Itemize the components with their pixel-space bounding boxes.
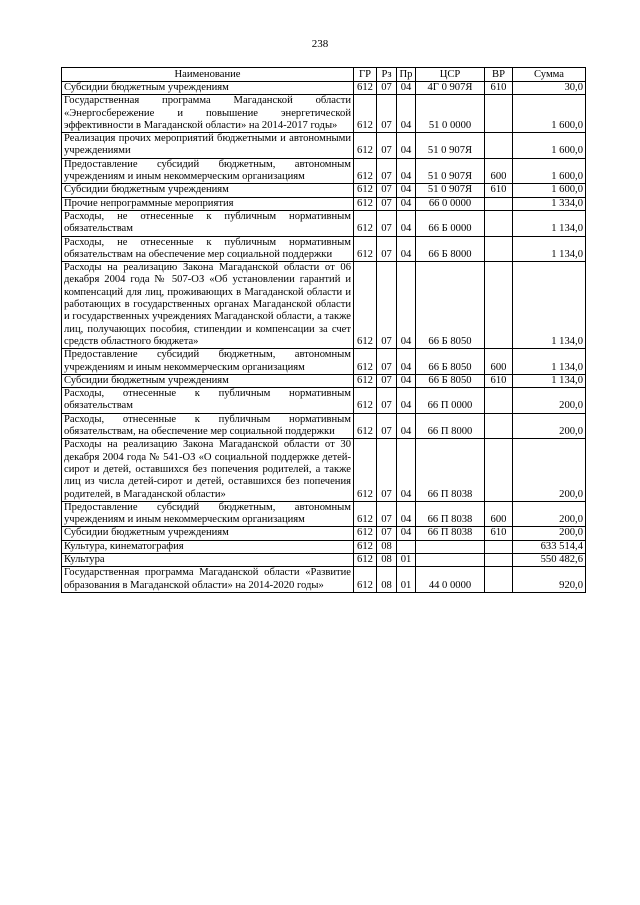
- cell-gr: 612: [354, 527, 377, 540]
- cell-csr: 66 Б 8050: [416, 262, 485, 349]
- table-header-row: [62, 68, 586, 82]
- cell-gr: 612: [354, 374, 377, 387]
- budget-table: [61, 67, 586, 593]
- table-row: [62, 197, 586, 210]
- cell-gr: 612: [354, 236, 377, 262]
- cell-vr: 610: [485, 184, 513, 197]
- cell-name: Расходы, не отнесенные к публичным нормативным обязательствам: [62, 210, 354, 236]
- cell-name: Субсидии бюджетным учреждениям: [62, 374, 354, 387]
- table-row: [62, 349, 586, 375]
- cell-rz: 07: [377, 262, 397, 349]
- cell-vr: [485, 567, 513, 593]
- cell-name: Расходы, отнесенные к публичным нормативным обязательствам: [62, 388, 354, 414]
- cell-name: Культура, кинематография: [62, 540, 354, 553]
- cell-rz: 08: [377, 553, 397, 566]
- cell-csr: 66 Б 8050: [416, 374, 485, 387]
- column-header-pr: Пр: [397, 68, 416, 82]
- cell-csr: 51 0 907Я: [416, 133, 485, 159]
- cell-vr: [485, 553, 513, 566]
- cell-csr: 66 П 0000: [416, 388, 485, 414]
- cell-name: Субсидии бюджетным учреждениям: [62, 82, 354, 95]
- cell-pr: 04: [397, 262, 416, 349]
- cell-vr: 600: [485, 501, 513, 527]
- cell-sum: 633 514,4: [513, 540, 586, 553]
- table-row: [62, 262, 586, 349]
- cell-pr: 01: [397, 553, 416, 566]
- cell-rz: 07: [377, 184, 397, 197]
- cell-sum: 1 600,0: [513, 133, 586, 159]
- cell-vr: [485, 413, 513, 439]
- cell-vr: 600: [485, 158, 513, 184]
- cell-vr: [485, 133, 513, 159]
- cell-gr: 612: [354, 567, 377, 593]
- cell-csr: 51 0 907Я: [416, 158, 485, 184]
- cell-sum: 30,0: [513, 82, 586, 95]
- cell-rz: 07: [377, 388, 397, 414]
- table-row: [62, 439, 586, 501]
- cell-name: Расходы, отнесенные к публичным нормативным обязательствам, на обеспечение мер социальной поддержки: [62, 413, 354, 439]
- cell-name: Расходы, не отнесенные к публичным нормативным обязательствам на обеспечение мер социальной поддержки: [62, 236, 354, 262]
- cell-gr: 612: [354, 388, 377, 414]
- cell-name: Расходы на реализацию Закона Магаданской области от 30 декабря 2004 года № 541-ОЗ «О социальной поддержке детей-сирот и детей, оставшихся без попечения родителей, а также лиц из числа детей-сирот и детей, оставшихся без попечения родителей, в Магаданской области»: [62, 439, 354, 501]
- cell-vr: 610: [485, 527, 513, 540]
- cell-pr: 04: [397, 439, 416, 501]
- table-row: [62, 133, 586, 159]
- table-row: [62, 374, 586, 387]
- cell-rz: 07: [377, 527, 397, 540]
- cell-sum: 200,0: [513, 413, 586, 439]
- table-row: [62, 184, 586, 197]
- cell-sum: 1 134,0: [513, 210, 586, 236]
- cell-csr: 66 Б 0000: [416, 210, 485, 236]
- cell-sum: 1 600,0: [513, 95, 586, 133]
- cell-vr: 610: [485, 374, 513, 387]
- cell-sum: 1 600,0: [513, 158, 586, 184]
- cell-gr: 612: [354, 82, 377, 95]
- table-row: [62, 567, 586, 593]
- cell-gr: 612: [354, 133, 377, 159]
- cell-rz: 07: [377, 82, 397, 95]
- cell-vr: [485, 262, 513, 349]
- cell-sum: 1 134,0: [513, 349, 586, 375]
- table-row: [62, 210, 586, 236]
- cell-csr: 66 П 8038: [416, 439, 485, 501]
- table-row: [62, 95, 586, 133]
- cell-vr: [485, 210, 513, 236]
- cell-sum: 1 134,0: [513, 374, 586, 387]
- column-header-csr: ЦСР: [416, 68, 485, 82]
- cell-vr: [485, 439, 513, 501]
- cell-rz: 07: [377, 158, 397, 184]
- cell-csr: 44 0 0000: [416, 567, 485, 593]
- cell-gr: 612: [354, 158, 377, 184]
- table-row: [62, 413, 586, 439]
- cell-sum: 200,0: [513, 439, 586, 501]
- cell-name: Государственная программа Магаданской области «Энергосбережение и повышение энергетической эффективности в Магаданской области» на 2014-2017 годы»: [62, 95, 354, 133]
- cell-name: Прочие непрограммные мероприятия: [62, 197, 354, 210]
- cell-rz: 07: [377, 349, 397, 375]
- cell-pr: 01: [397, 567, 416, 593]
- cell-name: Предоставление субсидий бюджетным, автономным учреждениям и иным некоммерческим организациям: [62, 158, 354, 184]
- cell-csr: 66 П 8038: [416, 527, 485, 540]
- cell-csr: 51 0 0000: [416, 95, 485, 133]
- table-row: [62, 388, 586, 414]
- table-row: [62, 82, 586, 95]
- cell-csr: 66 П 8038: [416, 501, 485, 527]
- cell-gr: 612: [354, 262, 377, 349]
- cell-rz: 07: [377, 133, 397, 159]
- cell-vr: [485, 540, 513, 553]
- cell-sum: 920,0: [513, 567, 586, 593]
- cell-vr: [485, 388, 513, 414]
- cell-vr: [485, 197, 513, 210]
- cell-csr: 4Г 0 907Я: [416, 82, 485, 95]
- table-row: [62, 540, 586, 553]
- cell-name: Государственная программа Магаданской области «Развитие образования в Магаданской области» на 2014-2020 годы»: [62, 567, 354, 593]
- cell-sum: 200,0: [513, 527, 586, 540]
- table-row: [62, 527, 586, 540]
- cell-rz: 07: [377, 439, 397, 501]
- cell-sum: 1 134,0: [513, 262, 586, 349]
- cell-sum: 1 600,0: [513, 184, 586, 197]
- column-header-name: Наименование: [62, 68, 354, 82]
- cell-pr: 04: [397, 82, 416, 95]
- cell-name: Субсидии бюджетным учреждениям: [62, 527, 354, 540]
- table-row: [62, 553, 586, 566]
- column-header-vr: ВР: [485, 68, 513, 82]
- cell-gr: 612: [354, 553, 377, 566]
- cell-rz: 07: [377, 197, 397, 210]
- cell-name: Реализация прочих мероприятий бюджетными и автономными учреждениями: [62, 133, 354, 159]
- cell-gr: 612: [354, 95, 377, 133]
- cell-rz: 08: [377, 540, 397, 553]
- cell-vr: [485, 236, 513, 262]
- cell-pr: 04: [397, 527, 416, 540]
- cell-pr: 04: [397, 95, 416, 133]
- cell-pr: 04: [397, 501, 416, 527]
- cell-rz: 07: [377, 95, 397, 133]
- cell-name: Расходы на реализацию Закона Магаданской области от 06 декабря 2004 года № 507-ОЗ «Об установлении гарантий и компенсаций для лиц, проживающих в Магаданской области и работающих в государственных органах Магаданской области и государственных учреждениях Магаданской области, а также лиц, получающих пособия, стипендии и компенсации за счет средств областного бюджета»: [62, 262, 354, 349]
- column-header-sum: Сумма: [513, 68, 586, 82]
- cell-pr: 04: [397, 374, 416, 387]
- cell-name: Субсидии бюджетным учреждениям: [62, 184, 354, 197]
- cell-name: Предоставление субсидий бюджетным, автономным учреждениям и иным некоммерческим организациям: [62, 349, 354, 375]
- cell-csr: [416, 553, 485, 566]
- cell-gr: 612: [354, 501, 377, 527]
- cell-pr: [397, 540, 416, 553]
- cell-rz: 07: [377, 501, 397, 527]
- page-number: 238: [311, 38, 329, 50]
- cell-pr: 04: [397, 236, 416, 262]
- cell-pr: 04: [397, 133, 416, 159]
- cell-pr: 04: [397, 197, 416, 210]
- table-row: [62, 236, 586, 262]
- cell-vr: 600: [485, 349, 513, 375]
- cell-pr: 04: [397, 184, 416, 197]
- cell-gr: 612: [354, 210, 377, 236]
- cell-name: Предоставление субсидий бюджетным, автономным учреждениям и иным некоммерческим организациям: [62, 501, 354, 527]
- cell-csr: [416, 540, 485, 553]
- cell-csr: 66 Б 8050: [416, 349, 485, 375]
- column-header-rz: Рз: [377, 68, 397, 82]
- cell-sum: 200,0: [513, 501, 586, 527]
- cell-csr: 51 0 907Я: [416, 184, 485, 197]
- cell-pr: 04: [397, 210, 416, 236]
- cell-gr: 612: [354, 540, 377, 553]
- cell-csr: 66 П 8000: [416, 413, 485, 439]
- column-header-gr: ГР: [354, 68, 377, 82]
- cell-pr: 04: [397, 413, 416, 439]
- cell-rz: 07: [377, 374, 397, 387]
- cell-gr: 612: [354, 184, 377, 197]
- cell-pr: 04: [397, 388, 416, 414]
- cell-gr: 612: [354, 413, 377, 439]
- cell-pr: 04: [397, 158, 416, 184]
- cell-sum: 1 334,0: [513, 197, 586, 210]
- table-row: [62, 158, 586, 184]
- cell-sum: 200,0: [513, 388, 586, 414]
- cell-gr: 612: [354, 197, 377, 210]
- cell-rz: 07: [377, 413, 397, 439]
- cell-pr: 04: [397, 349, 416, 375]
- cell-csr: 66 Б 8000: [416, 236, 485, 262]
- cell-sum: 550 482,6: [513, 553, 586, 566]
- cell-vr: [485, 95, 513, 133]
- cell-sum: 1 134,0: [513, 236, 586, 262]
- cell-csr: 66 0 0000: [416, 197, 485, 210]
- cell-rz: 07: [377, 210, 397, 236]
- cell-rz: 08: [377, 567, 397, 593]
- cell-gr: 612: [354, 439, 377, 501]
- cell-rz: 07: [377, 236, 397, 262]
- cell-vr: 610: [485, 82, 513, 95]
- cell-name: Культура: [62, 553, 354, 566]
- table-row: [62, 501, 586, 527]
- cell-gr: 612: [354, 349, 377, 375]
